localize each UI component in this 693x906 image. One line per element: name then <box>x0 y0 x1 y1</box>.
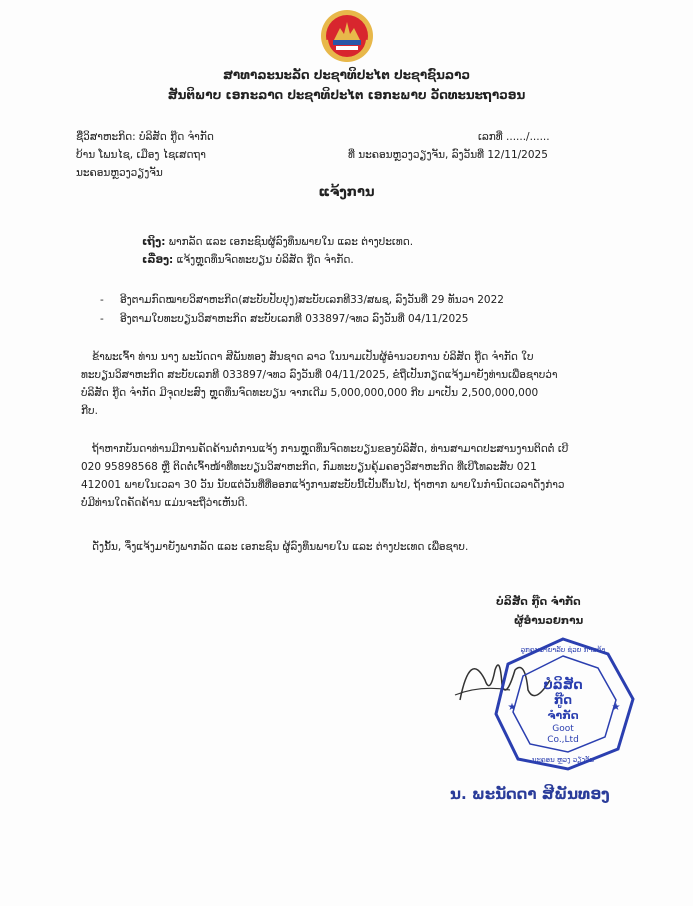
paragraph-1-line: ບໍລິສັດ ກູ໊ດ ຈຳກັດ ມີຈຸດປະສົງ ຫຼຸດທຶນຈົດທະບຽນ ຈາກເດີມ 5,000,000,000 ກີບ ມາເປັນ 2,500,000,000 <box>81 387 539 399</box>
stamp-top-arc: ລູກຄະພາຍາລັບ ຊ່ວຍ ການຄ້າ <box>520 646 606 654</box>
signatory-name: ນ. ພະນັດດາ ສີພັນທອງ <box>450 785 610 803</box>
bullet-dash-icon: - <box>100 313 104 325</box>
paragraph-2-line: ບໍ່ມີທ່ານໃດຄັດຄ້ານ ແມ່ນຈະຖືວ່າເຫັນດີ. <box>81 497 248 509</box>
document-title: ແຈ້ງການ <box>318 185 375 200</box>
company-stamp <box>488 634 638 774</box>
paragraph-2-line: 020 95898568 ຫຼື ຕິດຕໍ່ເຈົ້າໜ້າທີ່ທະບຽນວິສາຫະກິດ, ກົມທະບຽນຄຸ້ມຄອງວິສາຫະກິດ ທີ່ເບີໂທລະສັບ 021 <box>81 461 537 473</box>
signoff-role: ຜູ້ອຳນວຍການ <box>514 615 584 627</box>
reference-item: ອີງຕາມກົດໝາຍວິສາຫະກິດ(ສະບັບປັບປຸງ)ສະບັບເລກທີ33/ສພຊ, ລົງວັນທີ່ 29 ທັນວາ 2022 <box>120 294 504 306</box>
subject-label: ເລື່ອງ: <box>142 254 174 266</box>
lao-emblem-icon <box>318 6 376 64</box>
subject-line <box>142 253 354 267</box>
header-line-2: ສັນຕິພາບ ເອກະລາດ ປະຊາທິປະໄຕ ເອກະພາບ ວັດທະນະຖາວອນ <box>167 88 526 102</box>
to-label: ເຖິງ: <box>142 236 166 248</box>
paragraph-1-line: ກີບ. <box>81 405 98 417</box>
reference-item: ອີງຕາມໃບທະບຽນວິສາຫະກິດ ສະບັບເລກທີ 033897/ຈທວ ລົງວັນທີ່ 04/11/2025 <box>120 313 469 325</box>
stamp-line-3: ຈຳກັດ <box>547 709 579 722</box>
place-and-date: ທີ່ ນະຄອນຫຼວງວຽງຈັນ, ລົງວັນທີ່ 12/11/2025 <box>348 149 548 161</box>
sender-company: ຊື່ວິສາຫະກິດ: ບໍລິສັດ ກູ໊ດ ຈຳກັດ <box>76 131 214 143</box>
sender-address: ບ້ານ ໂພນໄຊ, ເມືອງ ໄຊເສດຖາ <box>76 149 206 161</box>
stamp-line-4: Goot <box>552 724 574 734</box>
star-icon: ★ <box>507 702 517 713</box>
to-text: ພາກລັດ ແລະ ເອກະຊົນຜູ້ລົງທຶນພາຍໃນ ແລະ ຕ່າງປະເທດ. <box>168 236 414 248</box>
recipient-line <box>142 235 413 249</box>
paragraph-2-line: ຖ້າຫາກບັນດາທ່ານມີການຄັດຄ້ານຕໍ່ການແຈ້ງ ການຫຼຸດທຶນຈົດທະບຽນຂອງບໍລິສັດ, ທ່ານສາມາດປະສານງານຕິດຕໍ່ ເບີ <box>92 443 569 455</box>
header-line-1: ສາທາລະນະລັດ ປະຊາທິປະໄຕ ປະຊາຊົນລາວ <box>222 68 471 82</box>
signoff-company: ບໍລິສັດ ກູ໊ດ ຈຳກັດ <box>496 596 581 608</box>
stamp-line-2: ກູ໊ດ <box>554 693 572 707</box>
reference-number: ເລກທີ່ ....../...... <box>478 131 550 143</box>
star-icon: ★ <box>611 702 621 713</box>
paragraph-1-line: ຂ້າພະເຈົ້າ ທ່ານ ນາງ ພະນັດດາ ສີພັນທອງ ສັນຊາດ ລາວ ໃນນາມເປັນຜູ້ອຳນວຍການ ບໍລິສັດ ກູ໊ດ ຈຳກັດ ໃບ <box>92 351 534 363</box>
subject-text: ແຈ້ງຫຼຸດທຶນຈົດທະບຽນ ບໍລິສັດ ກູ໊ດ ຈຳກັດ. <box>176 254 354 266</box>
paragraph-3: ດັ່ງນັ້ນ, ຈຶ່ງແຈ້ງມາຍັງພາກລັດ ແລະ ເອກະຊົນ ຜູ້ລົງທຶນພາຍໃນ ແລະ ຕ່າງປະເທດ ເພື່ອຊາບ. <box>92 541 469 553</box>
bullet-dash-icon: - <box>100 294 104 306</box>
paragraph-1-line: ທະບຽນວິສາຫະກິດ ສະບັບເລກທີ 033897/ຈທວ ລົງວັນທີ່ 04/11/2025, ຂໍຖືເປັນກຽດແຈ້ງມາຍັງທ່ານເພື່ອຊາບວ່າ <box>81 369 558 381</box>
stamp-line-1: ບໍລິສັດ <box>543 678 583 693</box>
stamp-line-5: Co.,Ltd <box>547 735 579 745</box>
sender-city: ນະຄອນຫຼວງວຽງຈັນ <box>76 167 163 179</box>
stamp-bottom-arc: ນະຄອນ ຫຼວງ ວຽງຈັນ <box>531 756 595 764</box>
paragraph-2-line: 412001 ພາຍໃນເວລາ 30 ວັນ ນັບແຕ່ວັນທີ່ທີ່ອອກແຈ້ງການສະບັບນີ້ເປັນຕົ້ນໄປ, ຖ້າຫາກ ພາຍໃນກຳນົດເວລາດັ່ງກ່າວ <box>81 479 565 491</box>
